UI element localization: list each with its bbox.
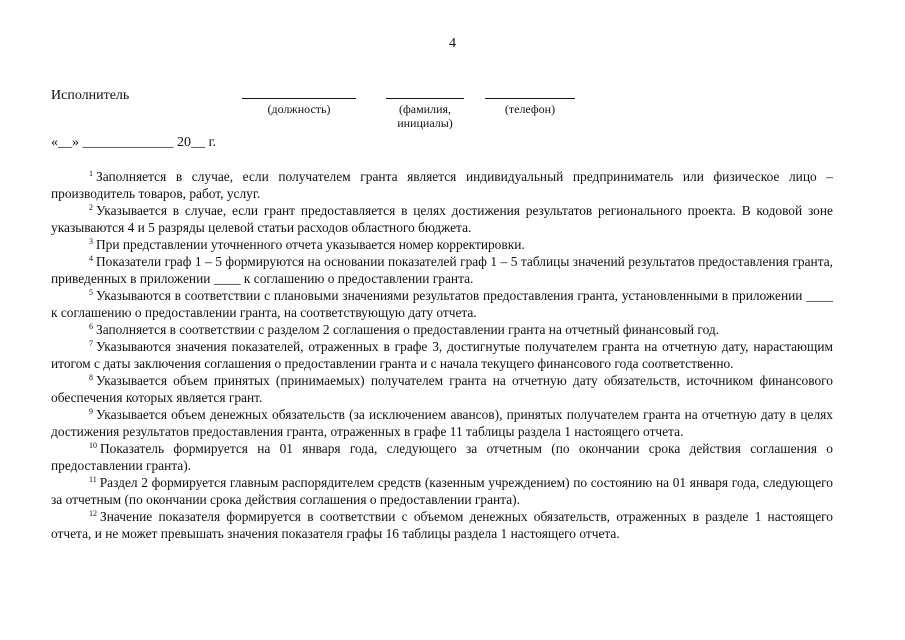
footnote [51, 372, 833, 406]
footnote [51, 406, 833, 440]
footnote-number: 1 [89, 169, 93, 178]
footnote-text: Показатель формируется на 01 января года, следующего за отчетным (по окончании срока действия соглашения о предоставлении гранта). [51, 441, 833, 473]
footnote-text: Указывается объем денежных обязательств (за исключением авансов), принятых получателем гранта на отчетную дату в целях достижения результатов предоставления гранта, отраженных в графе 11 таблицы раздела 1 настоящего отчета. [51, 407, 833, 439]
footnote-number: 9 [89, 407, 93, 416]
footnote [51, 474, 833, 508]
footnote [51, 236, 833, 253]
footnote-text: Раздел 2 формируется главным распорядителем средств (казенным учреждением) по состоянию на 01 января года, следующего за отчетным (по окончании срока действия соглашения о предоставлении гранта). [51, 475, 833, 507]
footnote [51, 508, 833, 542]
footnote-number: 11 [89, 475, 97, 484]
footnotes [51, 168, 833, 542]
footnote-text: Заполняется в соответствии с разделом 2 соглашения о предоставлении гранта на отчетный финансовый год. [96, 322, 720, 337]
phone-signature-field [485, 98, 575, 116]
footnote-number: 7 [89, 339, 93, 348]
footnote [51, 338, 833, 372]
footnote-number: 8 [89, 373, 93, 382]
footnote-text: Указываются значения показателей, отраженных в графе 3, достигнутые получателем гранта на отчетную дату, нарастающим итогом с даты заключения соглашения о предоставлении гранта и с начала текущего финансового года соответственно. [51, 339, 833, 371]
name-signature-field [386, 98, 464, 130]
executor-label: Исполнитель [51, 88, 130, 103]
footnote-number: 12 [89, 509, 97, 518]
footnote-number: 4 [89, 254, 93, 263]
name-caption: (фамилия, инициалы) [397, 102, 453, 130]
footnote-text: Заполняется в случае, если получателем гранта является индивидуальный предприниматель или физическое лицо – производитель товаров, работ, услуг. [51, 169, 833, 201]
phone-caption: (телефон) [504, 102, 556, 116]
page-number: 4 [449, 36, 456, 51]
date-line: «__» _____________ 20__ г. [51, 135, 217, 150]
footnote [51, 287, 833, 321]
footnote-text: Значение показателя формируется в соответствии с объемом денежных обязательств, отраженных в разделе 1 настоящего отчета, и не может превышать значения показателя графы 16 таблицы раздела 1 настоящего отчета. [51, 509, 833, 541]
position-caption: (должность) [267, 102, 331, 116]
footnote [51, 168, 833, 202]
footnote-text: Указывается в случае, если грант предоставляется в целях достижения результатов регионального проекта. В кодовой зоне указываются 4 и 5 разряды целевой статьи расходов областного бюджета. [51, 203, 833, 235]
footnote [51, 202, 833, 236]
footnote-number: 2 [89, 203, 93, 212]
footnote [51, 321, 833, 338]
footnote-number: 5 [89, 288, 93, 297]
position-signature-field [242, 98, 356, 116]
footnote-text: Показатели граф 1 – 5 формируются на основании показателей граф 1 – 5 таблицы значений результатов предоставления гранта, приведенных в приложении ____ к соглашению о предоставлении гранта. [51, 254, 833, 286]
footnote [51, 253, 833, 287]
footnote [51, 440, 833, 474]
footnote-number: 3 [89, 237, 93, 246]
footnote-number: 10 [89, 441, 97, 450]
footnote-text: Указывается объем принятых (принимаемых) получателем гранта на отчетную дату обязательств, источником финансового обеспечения которых является грант. [51, 373, 833, 405]
footnote-number: 6 [89, 322, 93, 331]
footnote-text: Указываются в соответствии с плановыми значениями результатов предоставления гранта, установленными в приложении ____ к соглашению о предоставлении гранта, на соответствующую дату отчета. [51, 288, 833, 320]
footnote-text: При представлении уточненного отчета указывается номер корректировки. [96, 237, 525, 252]
